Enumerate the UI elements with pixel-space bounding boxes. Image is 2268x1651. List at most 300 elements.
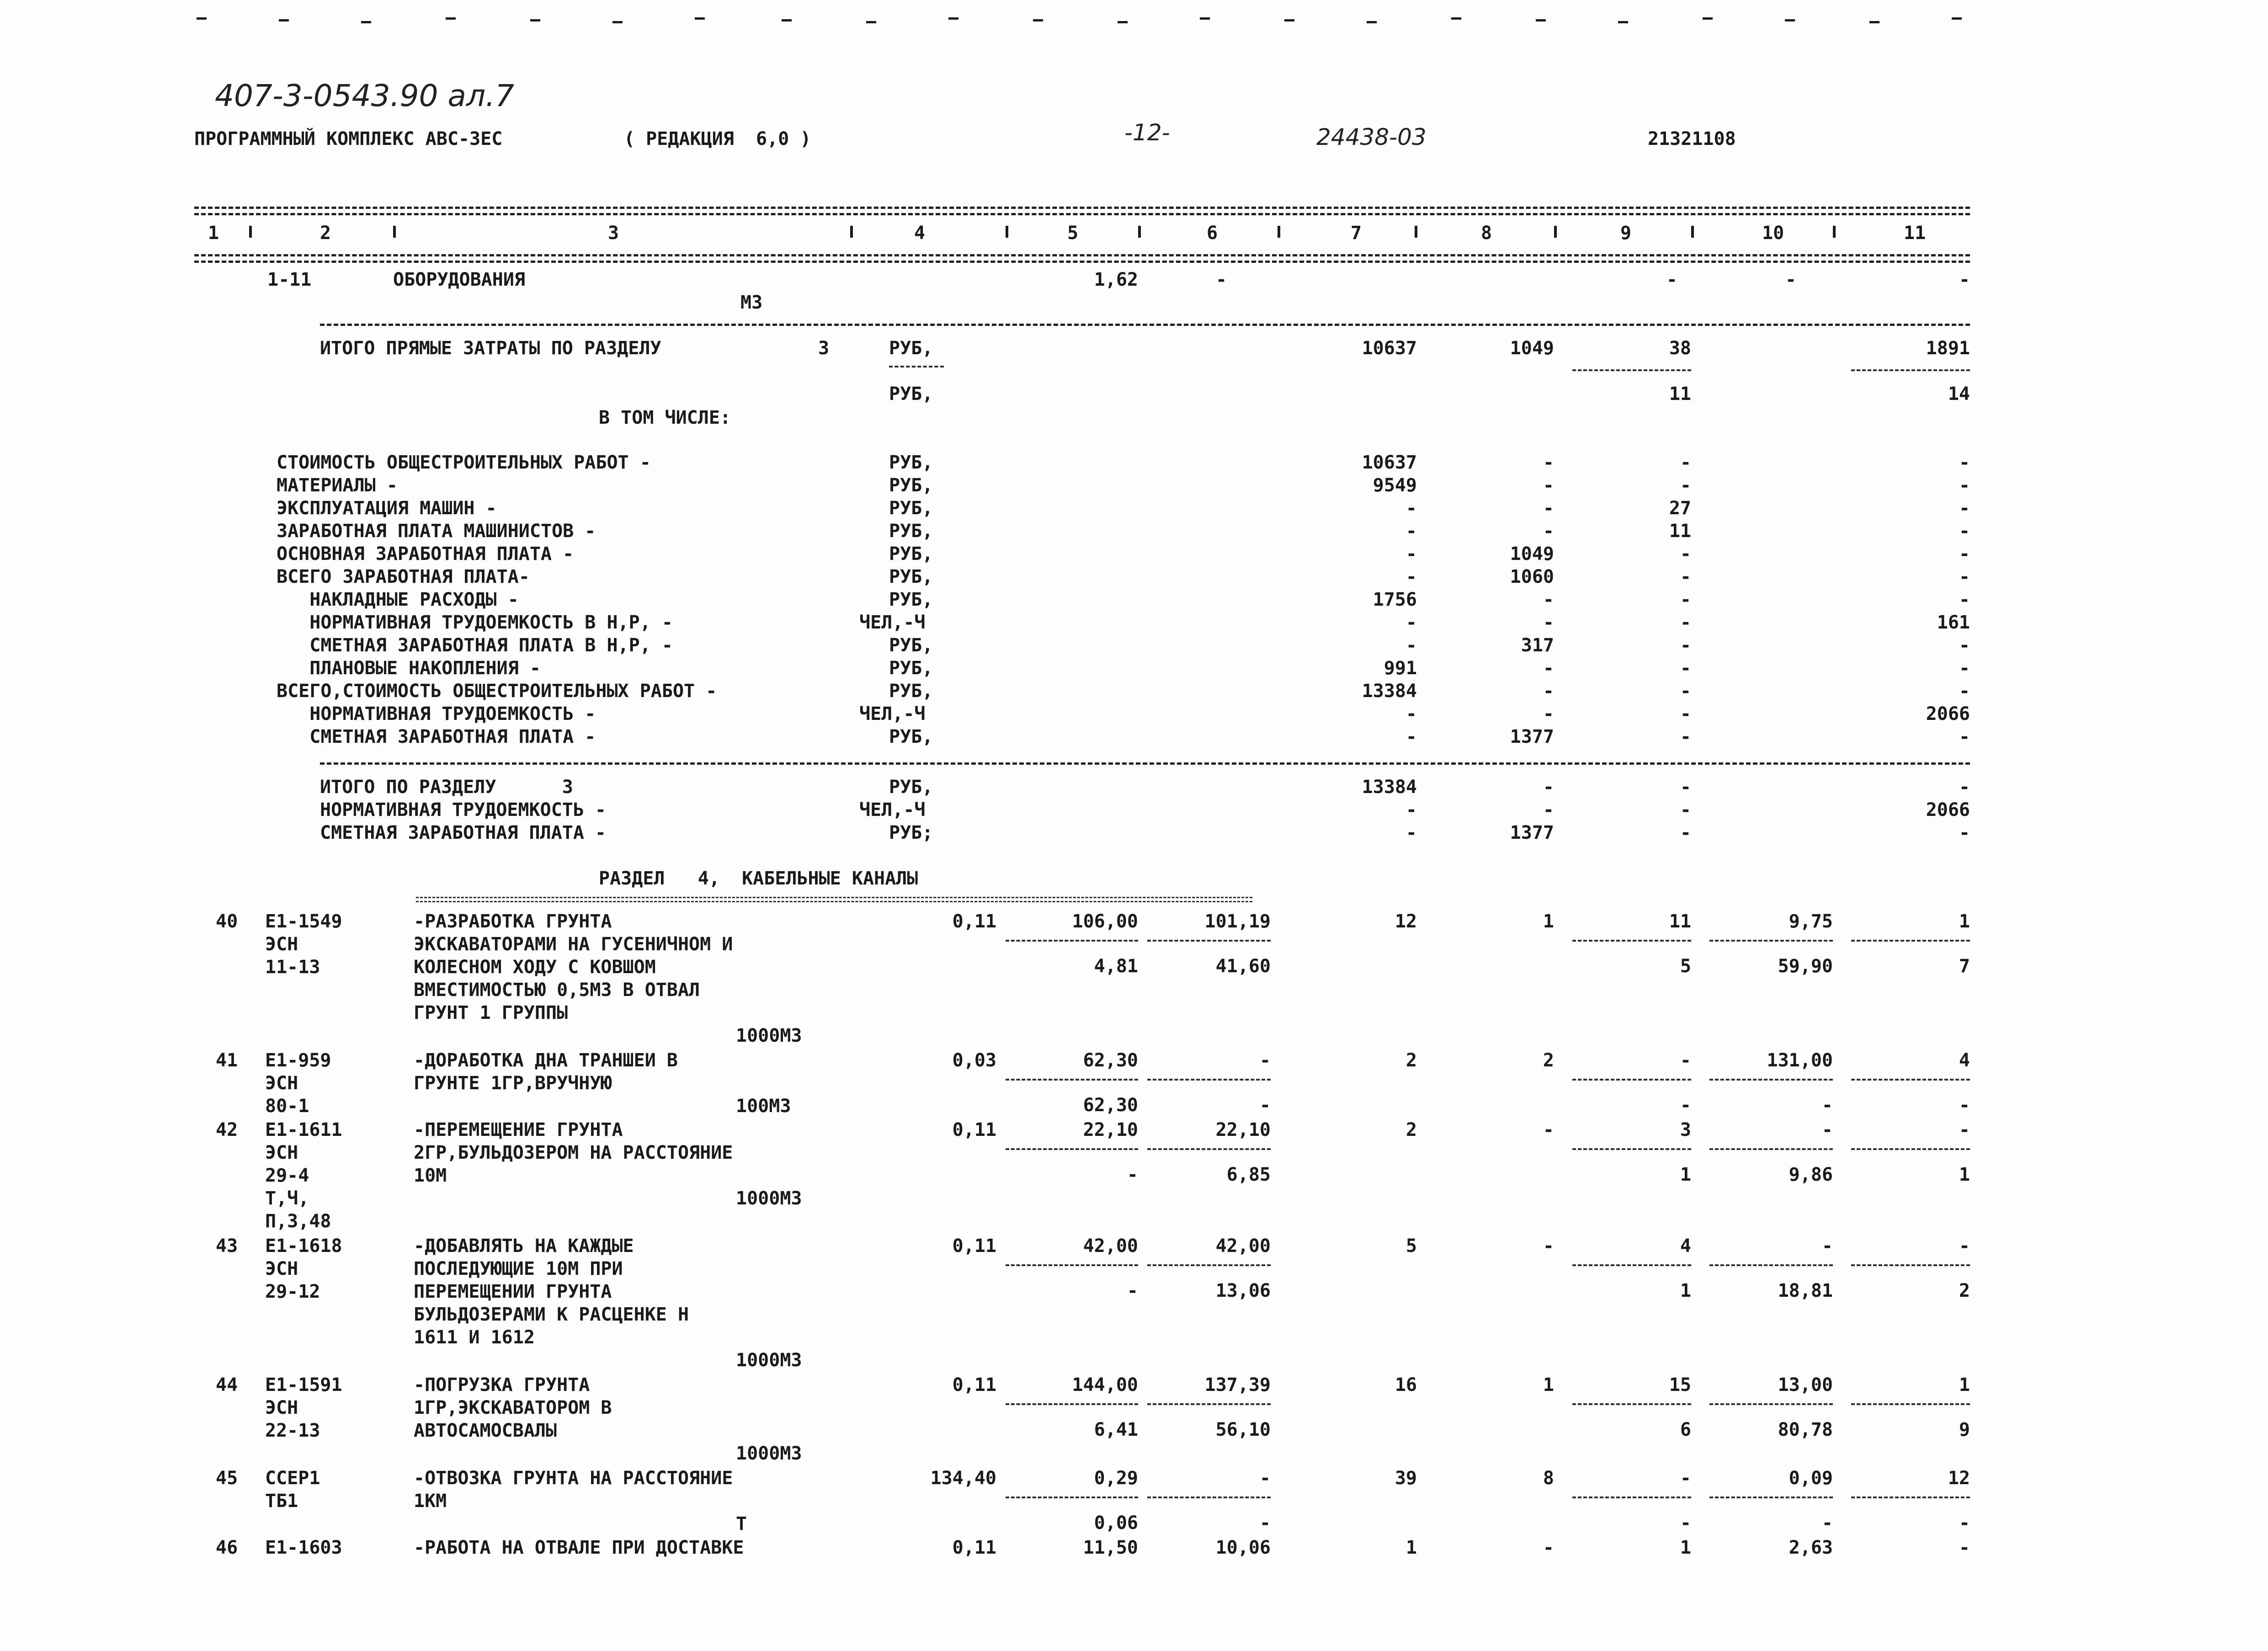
section-total-unit: ЧЕЛ,-Ч [859,799,926,820]
breakdown-c7: 991 [1384,658,1417,679]
item-underline-11 [1851,1403,1970,1405]
item-quantity: 0,03 [952,1050,996,1071]
item-description-line: ГРУНТ 1 ГРУППЫ [414,1002,568,1023]
item-c6: 137,39 [1204,1374,1271,1395]
item-c10b: - [1821,1095,1833,1116]
section-total-unit: РУБ, [889,777,933,798]
breakdown-unit: РУБ, [889,658,933,679]
breakdown-c7: - [1406,703,1417,724]
column-number: 5 [1067,223,1079,244]
edge-dash [530,19,540,21]
item-underline-6 [1147,940,1271,942]
breakdown-c7: - [1406,566,1417,587]
item-description-line: -ПОГРУЗКА ГРУНТА [414,1374,590,1395]
column-number: 1 [208,223,219,244]
item-c11: 12 [1948,1468,1970,1489]
item-c11: - [1959,1119,1970,1140]
section-total-c9: - [1680,822,1691,843]
item-c7: 39 [1395,1468,1417,1489]
breakdown-c7: 13384 [1362,681,1417,702]
item-c9b: 6 [1680,1419,1691,1440]
section-4-double-rule [416,897,1252,902]
item-c11b: 7 [1959,956,1970,977]
column-number: 4 [914,223,926,244]
section-total-c11: 2066 [1926,799,1970,820]
handwritten-project-code: 407-3-0543.90 ал.7 [215,78,515,113]
item-description-line: ГРУНТЕ 1ГР,ВРУЧНУЮ [414,1073,612,1094]
item-code-line: ЭСН [265,1073,298,1094]
breakdown-c7: - [1406,521,1417,542]
item-c9b: 1 [1680,1280,1691,1301]
item-underline-11 [1851,1497,1970,1498]
column-number: 11 [1904,223,1926,244]
row-code: 1-11 [267,269,312,290]
header-rule-bottom [194,254,1970,256]
edge-dash [446,17,456,20]
item-c6b: 13,06 [1215,1280,1271,1301]
item-code-line: ТБ1 [265,1491,298,1512]
item-c6: 22,10 [1215,1119,1271,1140]
breakdown-unit: РУБ, [889,475,933,496]
item-c9: 1 [1680,1537,1691,1558]
breakdown-c8: 1377 [1510,726,1554,747]
item-c10: - [1821,1119,1833,1140]
item-underline-5 [1006,1403,1138,1405]
item-number: 45 [216,1468,238,1489]
separator-rule [320,324,1970,326]
item-c8: 1 [1543,911,1554,932]
item-c11: - [1959,1537,1970,1558]
itogo-direct-label: ИТОГО ПРЯМЫЕ ЗАТРАТЫ ПО РАЗДЕЛУ [320,338,661,359]
row-unit: М3 [740,292,763,313]
breakdown-c9: - [1680,452,1691,473]
breakdown-c11: - [1959,498,1970,519]
item-underline-9 [1572,1403,1691,1405]
item-c6b: 41,60 [1215,956,1271,977]
item-c11: 1 [1959,911,1970,932]
breakdown-unit: РУБ, [889,498,933,519]
edge-dash [1703,17,1713,20]
item-code-line: 29-12 [265,1281,320,1302]
item-underline-10 [1709,1403,1833,1405]
breakdown-unit: РУБ, [889,452,933,473]
column-number: 8 [1481,223,1492,244]
item-c8: - [1543,1236,1554,1257]
breakdown-c9: - [1680,658,1691,679]
item-underline-5 [1006,1148,1138,1150]
breakdown-c9: 11 [1669,521,1691,542]
item-description-line: 1ГР,ЭКСКАВАТОРОМ В [414,1397,612,1418]
item-description-line: КОЛЕСНОМ ХОДУ С КОВШОМ [414,957,656,978]
item-c10b: - [1821,1513,1833,1534]
item-c11b: 1 [1959,1164,1970,1185]
item-code-line: 80-1 [265,1096,309,1117]
program-name: ПРОГРАММНЫЙ КОМПЛЕКС АВС-3ЕС [194,128,503,149]
edge-dash [948,17,958,20]
breakdown-c7: 9549 [1373,475,1417,496]
row-val5: 1,62 [1094,269,1138,290]
breakdown-unit: РУБ, [889,726,933,747]
itogo-direct-c9: 38 [1669,338,1691,359]
item-underline-5 [1006,1497,1138,1498]
item-c5b: 6,41 [1094,1419,1138,1440]
item-c5: 42,00 [1083,1236,1138,1257]
item-underline-10 [1709,1079,1833,1081]
item-unit: 1000М3 [736,1350,802,1371]
item-code-line: ЭСН [265,1397,298,1418]
item-number: 42 [216,1119,238,1140]
item-unit: 100М3 [736,1096,791,1117]
edge-dash [1284,19,1294,21]
item-c9: 3 [1680,1119,1691,1140]
c9-underline [1572,369,1691,371]
header-rule-bottom-2 [194,261,1970,263]
breakdown-c7: - [1406,543,1417,565]
breakdown-c8: - [1543,589,1554,610]
breakdown-c8: - [1543,475,1554,496]
item-c6: 10,06 [1215,1537,1271,1558]
breakdown-unit: РУБ, [889,681,933,702]
breakdown-c9: - [1680,726,1691,747]
section-total-c11: - [1959,822,1970,843]
section-total-label: НОРМАТИВНАЯ ТРУДОЕМКОСТЬ - [320,799,607,820]
item-underline-9 [1572,1079,1691,1081]
item-underline-5 [1006,1079,1138,1081]
item-c5b: 62,30 [1083,1095,1138,1116]
column-number: 6 [1207,223,1218,244]
edition-label: ( РЕДАКЦИЯ 6,0 ) [624,128,811,149]
breakdown-c8: - [1543,703,1554,724]
item-underline-11 [1851,940,1970,942]
item-code: Е1-1591 [265,1374,342,1395]
item-c9: 15 [1669,1374,1691,1395]
column-number: 2 [320,223,331,244]
item-number: 44 [216,1374,238,1395]
column-separator [1691,226,1694,238]
breakdown-c9: - [1680,589,1691,610]
breakdown-c7: - [1406,635,1417,656]
item-unit: Т [736,1513,747,1534]
breakdown-c8: 1060 [1510,566,1554,587]
breakdown-c9: - [1680,612,1691,633]
breakdown-c11: - [1959,726,1970,747]
item-underline-9 [1572,940,1691,942]
item-c7: 16 [1395,1374,1417,1395]
row-c10: - [1785,269,1796,290]
breakdown-c7: 10637 [1362,452,1417,473]
item-c10: 131,00 [1767,1050,1833,1071]
edge-dash [1367,21,1377,23]
item-quantity: 0,11 [952,1537,996,1558]
item-c6: - [1259,1050,1271,1071]
breakdown-label: СМЕТНАЯ ЗАРАБОТНАЯ ПЛАТА - [277,726,596,747]
itogo-direct-c8: 1049 [1510,338,1554,359]
section-4-title: РАЗДЕЛ 4, КАБЕЛЬНЫЕ КАНАЛЫ [599,868,918,889]
section-total-c9: - [1680,777,1691,798]
breakdown-c8: 1049 [1510,543,1554,565]
item-unit: 1000М3 [736,1025,802,1046]
item-code-line: ЭСН [265,1142,298,1163]
item-c5: 106,00 [1072,911,1138,932]
item-code: Е1-959 [265,1050,331,1071]
item-c11: - [1959,1236,1970,1257]
item-c6b: - [1259,1513,1271,1534]
edge-dash [612,21,623,23]
breakdown-c7: 1756 [1373,589,1417,610]
breakdown-unit: РУБ, [889,543,933,565]
column-separator [1833,226,1836,238]
item-c9: - [1680,1050,1691,1071]
item-code: Е1-1549 [265,911,342,932]
header-rule-top-2 [194,213,1970,215]
breakdown-label: ЭКСПЛУАТАЦИЯ МАШИН - [277,498,497,519]
item-c11b: 9 [1959,1419,1970,1440]
breakdown-c11: - [1959,475,1970,496]
breakdown-label: НОРМАТИВНАЯ ТРУДОЕМКОСТЬ В Н,Р, - [277,612,673,633]
breakdown-c8: - [1543,681,1554,702]
breakdown-label: ВСЕГО ЗАРАБОТНАЯ ПЛАТА- [277,566,530,587]
item-c6: - [1259,1468,1271,1489]
item-c7: 2 [1406,1119,1417,1140]
document-code: 21321108 [1648,128,1736,149]
item-c5b: 4,81 [1094,956,1138,977]
item-description-line: 10М [414,1165,447,1186]
breakdown-c7: - [1406,498,1417,519]
item-c5: 11,50 [1083,1537,1138,1558]
breakdown-c9: - [1680,703,1691,724]
item-c6: 101,19 [1204,911,1271,932]
breakdown-unit: РУБ, [889,589,933,610]
item-c7: 12 [1395,911,1417,932]
item-c9: - [1680,1468,1691,1489]
item-c10: 9,75 [1789,911,1833,932]
breakdown-label: МАТЕРИАЛЫ - [277,475,398,496]
breakdown-label: ВСЕГО,СТОИМОСТЬ ОБЩЕСТРОИТЕЛЬНЫХ РАБОТ - [277,681,717,702]
edge-dash [361,21,371,23]
breakdown-c11: - [1959,681,1970,702]
item-c5: 62,30 [1083,1050,1138,1071]
item-c10b: 80,78 [1778,1419,1833,1440]
item-c10: 13,00 [1778,1374,1833,1395]
item-description-line: -ДОРАБОТКА ДНА ТРАНШЕИ В [414,1050,678,1071]
row-c11: - [1959,269,1970,290]
c11-underline [1851,369,1970,371]
column-separator [1415,226,1417,238]
breakdown-c8: 317 [1521,635,1554,656]
edge-dash [1200,17,1210,20]
column-separator [249,226,252,238]
item-quantity: 0,11 [952,1374,996,1395]
breakdown-unit: РУБ, [889,635,933,656]
item-c9b: - [1680,1095,1691,1116]
item-underline-6 [1147,1079,1271,1081]
item-c9b: 5 [1680,956,1691,977]
breakdown-c8: - [1543,658,1554,679]
edge-dash [1785,19,1795,21]
item-c8: 1 [1543,1374,1554,1395]
section-total-c8: - [1543,777,1554,798]
column-separator [850,226,853,238]
item-underline-6 [1147,1403,1271,1405]
breakdown-label: СМЕТНАЯ ЗАРАБОТНАЯ ПЛАТА В Н,Р, - [277,635,673,656]
breakdown-label: НАКЛАДНЫЕ РАСХОДЫ - [277,589,519,610]
breakdown-c7: - [1406,726,1417,747]
item-underline-5 [1006,940,1138,942]
item-description-line: ПЕРЕМЕЩЕНИИ ГРУНТА [414,1281,612,1302]
item-code: Е1-1603 [265,1537,342,1558]
item-c5: 144,00 [1072,1374,1138,1395]
edge-dash [1952,17,1962,20]
column-number: 7 [1351,223,1362,244]
item-code: Е1-1618 [265,1236,342,1257]
breakdown-c9: - [1680,566,1691,587]
item-description-line: -ОТВОЗКА ГРУНТА НА РАССТОЯНИЕ [414,1468,733,1489]
itogo-direct-unit: РУБ, [889,338,933,359]
item-underline-11 [1851,1264,1970,1266]
item-c9: 11 [1669,911,1691,932]
item-c9b: 1 [1680,1164,1691,1185]
item-quantity: 134,40 [930,1468,996,1489]
item-code-line: 22-13 [265,1420,320,1441]
column-number: 3 [608,223,619,244]
handwritten-page-number: -12- [1124,119,1170,146]
row-name: ОБОРУДОВАНИЯ [393,269,525,290]
item-c9: 4 [1680,1236,1691,1257]
item-unit: 1000М3 [736,1443,802,1464]
column-number: 9 [1620,223,1632,244]
edge-dash [279,19,289,21]
breakdown-c11: - [1959,658,1970,679]
breakdown-label: ОСНОВНАЯ ЗАРАБОТНАЯ ПЛАТА - [277,543,574,565]
item-c7: 2 [1406,1050,1417,1071]
item-c5: 0,29 [1094,1468,1138,1489]
item-description-line: 1611 И 1612 [414,1327,535,1348]
header-rule-top [194,207,1970,209]
breakdown-c9: 27 [1669,498,1691,519]
row-c9: - [1666,269,1677,290]
item-c5b: - [1127,1164,1138,1185]
item-underline-10 [1709,1148,1833,1150]
item-c11b: 2 [1959,1280,1970,1301]
item-c6b: 56,10 [1215,1419,1271,1440]
item-code: Е1-1611 [265,1119,342,1140]
item-c6b: 6,85 [1226,1164,1271,1185]
item-underline-6 [1147,1264,1271,1266]
column-separator [393,226,396,238]
v-tom-chisle: В ТОМ ЧИСЛЕ: [599,407,731,428]
item-description-line: АВТОСАМОСВАЛЫ [414,1420,557,1441]
item-number: 43 [216,1236,238,1257]
section-total-c7: - [1406,822,1417,843]
item-c6: 42,00 [1215,1236,1271,1257]
edge-dash [695,17,705,20]
item-underline-11 [1851,1148,1970,1150]
breakdown-unit: РУБ, [889,566,933,587]
section-total-c8: - [1543,799,1554,820]
item-unit: 1000М3 [736,1188,802,1209]
edge-dash [1618,21,1628,23]
item-description-line: -ДОБАВЛЯТЬ НА КАЖДЫЕ [414,1236,634,1257]
breakdown-c9: - [1680,543,1691,565]
item-code-line: ЭСН [265,1258,298,1279]
item-description-line: 1КМ [414,1491,447,1512]
item-number: 40 [216,911,238,932]
item-description-line: ПОСЛЕДУЮЩИЕ 10М ПРИ [414,1258,623,1279]
item-description-line: 2ГР,БУЛЬДОЗЕРОМ НА РАССТОЯНИЕ [414,1142,733,1163]
item-description-line: БУЛЬДОЗЕРАМИ К РАСЦЕНКЕ Н [414,1304,689,1325]
breakdown-c11: - [1959,589,1970,610]
item-c8: - [1543,1119,1554,1140]
column-separator [1554,226,1557,238]
breakdown-c11: - [1959,521,1970,542]
item-quantity: 0,11 [952,1119,996,1140]
breakdown-unit: ЧЕЛ,-Ч [859,612,926,633]
item-underline-5 [1006,1264,1138,1266]
item-underline-10 [1709,1497,1833,1498]
edge-dash [197,17,207,20]
itogo-direct-c11b: 14 [1948,383,1970,405]
breakdown-c11: - [1959,566,1970,587]
item-c11: 1 [1959,1374,1970,1395]
edge-dash [866,21,876,23]
edge-dash [1033,19,1043,21]
item-underline-9 [1572,1264,1691,1266]
breakdown-c11: 2066 [1926,703,1970,724]
section-total-label: СМЕТНАЯ ЗАРАБОТНАЯ ПЛАТА - [320,822,607,843]
breakdown-c11: - [1959,543,1970,565]
item-description-line: ЭКСКАВАТОРАМИ НА ГУСЕНИЧНОМ И [414,934,733,955]
edge-dash [1869,21,1879,23]
section-total-c9: - [1680,799,1691,820]
item-c6b: - [1259,1095,1271,1116]
itogo-direct-unit-2: РУБ, [889,383,933,405]
edge-dash [1451,17,1461,20]
item-c11b: - [1959,1095,1970,1116]
item-description-line: -РАЗРАБОТКА ГРУНТА [414,911,612,932]
itogo-direct-section: 3 [818,338,830,359]
item-c11b: - [1959,1513,1970,1534]
item-underline-6 [1147,1148,1271,1150]
item-c10b: 18,81 [1778,1280,1833,1301]
item-c9b: - [1680,1513,1691,1534]
column-separator [1138,226,1141,238]
item-code-line: П,3,48 [265,1211,331,1232]
breakdown-c8: - [1543,452,1554,473]
breakdown-c11: - [1959,635,1970,656]
item-code-line: ЭСН [265,934,298,955]
breakdown-unit: РУБ, [889,521,933,542]
item-underline-9 [1572,1148,1691,1150]
edge-dash [1118,21,1128,23]
breakdown-unit: ЧЕЛ,-Ч [859,703,926,724]
breakdown-label: ПЛАНОВЫЕ НАКОПЛЕНИЯ - [277,658,541,679]
breakdown-c11: - [1959,452,1970,473]
item-c10: 2,63 [1789,1537,1833,1558]
item-c5b: 0,06 [1094,1513,1138,1534]
itogo-direct-c7: 10637 [1362,338,1417,359]
item-code-line: 29-4 [265,1165,309,1186]
item-underline-11 [1851,1079,1970,1081]
section-total-unit: РУБ; [889,822,933,843]
breakdown-c8: - [1543,521,1554,542]
breakdown-label: СТОИМОСТЬ ОБЩЕСТРОИТЕЛЬНЫХ РАБОТ - [277,452,651,473]
item-c7: 1 [1406,1537,1417,1558]
item-c8: 2 [1543,1050,1554,1071]
item-number: 41 [216,1050,238,1071]
breakdown-c8: - [1543,498,1554,519]
breakdown-c11: 161 [1937,612,1970,633]
item-underline-10 [1709,1264,1833,1266]
